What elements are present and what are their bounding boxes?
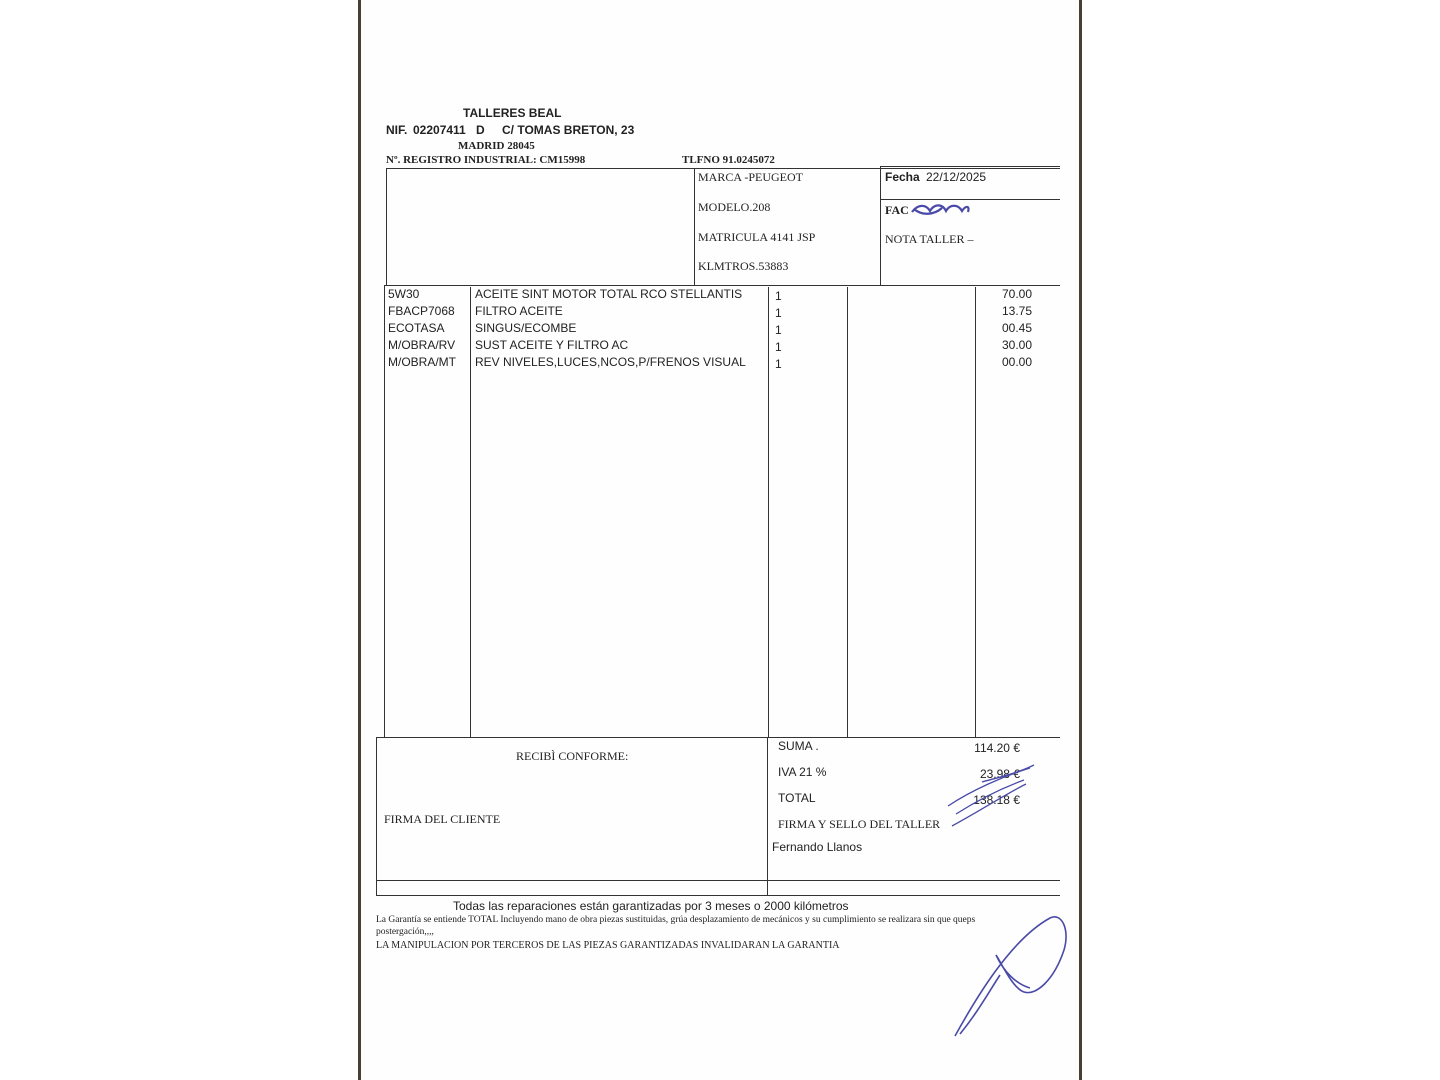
vehicle-brand: MARCA -PEUGEOT	[698, 170, 804, 184]
item-amount: 00.00	[1001, 355, 1032, 369]
nif-number: 02207411	[413, 123, 466, 137]
code-col-line	[470, 287, 471, 737]
footer-top-line	[376, 737, 1060, 738]
company-city: MADRID 28045	[458, 140, 535, 152]
date-label: Fecha	[885, 170, 920, 184]
vat-value: 23.98 €	[979, 767, 1020, 781]
item-code: ECOTASA	[388, 321, 445, 335]
industrial-registry: Nº. REGISTRO INDUSTRIAL: CM15998	[386, 154, 586, 166]
client-signature-label: FIRMA DEL CLIENTE	[384, 812, 501, 826]
footer-bottom-line	[376, 895, 1060, 896]
item-description: SUST ACEITE Y FILTRO AC	[475, 338, 629, 352]
item-amount: 13.75	[1001, 304, 1032, 318]
footer-divider-line	[767, 737, 768, 895]
guarantee-warning: LA MANIPULACION POR TERCEROS DE LAS PIEZAS GARANTIZADAS INVALIDARAN LA GARANTIA	[376, 940, 840, 951]
vehicle-mileage: KLMTROS.53883	[698, 259, 789, 273]
item-quantity: 1	[775, 289, 782, 303]
box-bottom-line	[384, 285, 1060, 286]
company-phone: TLFNO 91.0245072	[682, 154, 775, 166]
item-description: ACEITE SINT MOTOR TOTAL RCO STELLANTIS	[475, 287, 743, 301]
invoice-label: FAC	[885, 203, 909, 217]
item-quantity: 1	[775, 340, 782, 354]
total-value: 138.18 €	[973, 793, 1020, 807]
item-code: FBACP7068	[388, 304, 455, 318]
total-label: TOTAL	[778, 791, 816, 805]
box-top-line-right	[880, 166, 1060, 167]
vat-label: IVA 21 %	[778, 765, 827, 779]
item-quantity: 1	[775, 306, 782, 320]
workshop-signature-label: FIRMA Y SELLO DEL TALLER	[778, 817, 941, 831]
guarantee-detail-line1: La Garantía se entiende TOTAL Incluyendo mano de obra piezas sustituidas, grúa desplazamiento de mecánicos y su cumplimiento se realizara sin que queps	[376, 915, 976, 925]
footer-left-line	[376, 737, 377, 895]
item-description: FILTRO ACEITE	[475, 304, 563, 318]
company-address: C/ TOMAS BRETON, 23	[502, 123, 635, 137]
box-top-line	[386, 168, 1060, 169]
item-description: SINGUS/ECOMBE	[475, 321, 577, 335]
subtotal-label: SUMA .	[778, 739, 819, 753]
signer-name: Fernando Llanos	[772, 840, 863, 854]
items-left-line	[384, 285, 385, 737]
qty-col-line	[847, 287, 848, 737]
item-code: M/OBRA/MT	[388, 355, 456, 369]
desc-col-line	[768, 287, 769, 737]
item-code: M/OBRA/RV	[388, 338, 456, 352]
item-quantity: 1	[775, 357, 782, 371]
subtotal-value: 114.20 €	[974, 741, 1020, 755]
company-name: TALLERES BEAL	[463, 106, 562, 120]
item-description: REV NIVELES,LUCES,NCOS,P/FRENOS VISUAL	[475, 355, 746, 369]
footer-mid-line	[376, 880, 1060, 881]
workshop-note: NOTA TALLER –	[885, 232, 974, 246]
guarantee-text: Todas las reparaciones están garantizadas por 3 meses o 2000 kilómetros	[453, 899, 849, 913]
doc-col-line	[880, 166, 881, 285]
item-amount: 70.00	[1001, 287, 1032, 301]
item-quantity: 1	[775, 323, 782, 337]
date-row-divider	[880, 199, 1060, 200]
received-label: RECIBÌ CONFORME:	[516, 749, 629, 763]
item-code: 5W30	[388, 287, 420, 301]
date-value: 22/12/2025	[926, 170, 987, 184]
item-amount: 00.45	[1001, 321, 1032, 335]
vehicle-plate: MATRICULA 4141 JSP	[698, 230, 816, 244]
nif-letter: D	[476, 123, 485, 137]
vehicle-model: MODELO.208	[698, 200, 771, 214]
guarantee-detail-line2: postergación,,,,	[376, 927, 434, 937]
nif-label: NIF.	[386, 123, 408, 137]
box-left-line	[386, 168, 387, 285]
vehicle-col-line	[694, 168, 695, 285]
item-amount: 30.00	[1001, 338, 1032, 352]
